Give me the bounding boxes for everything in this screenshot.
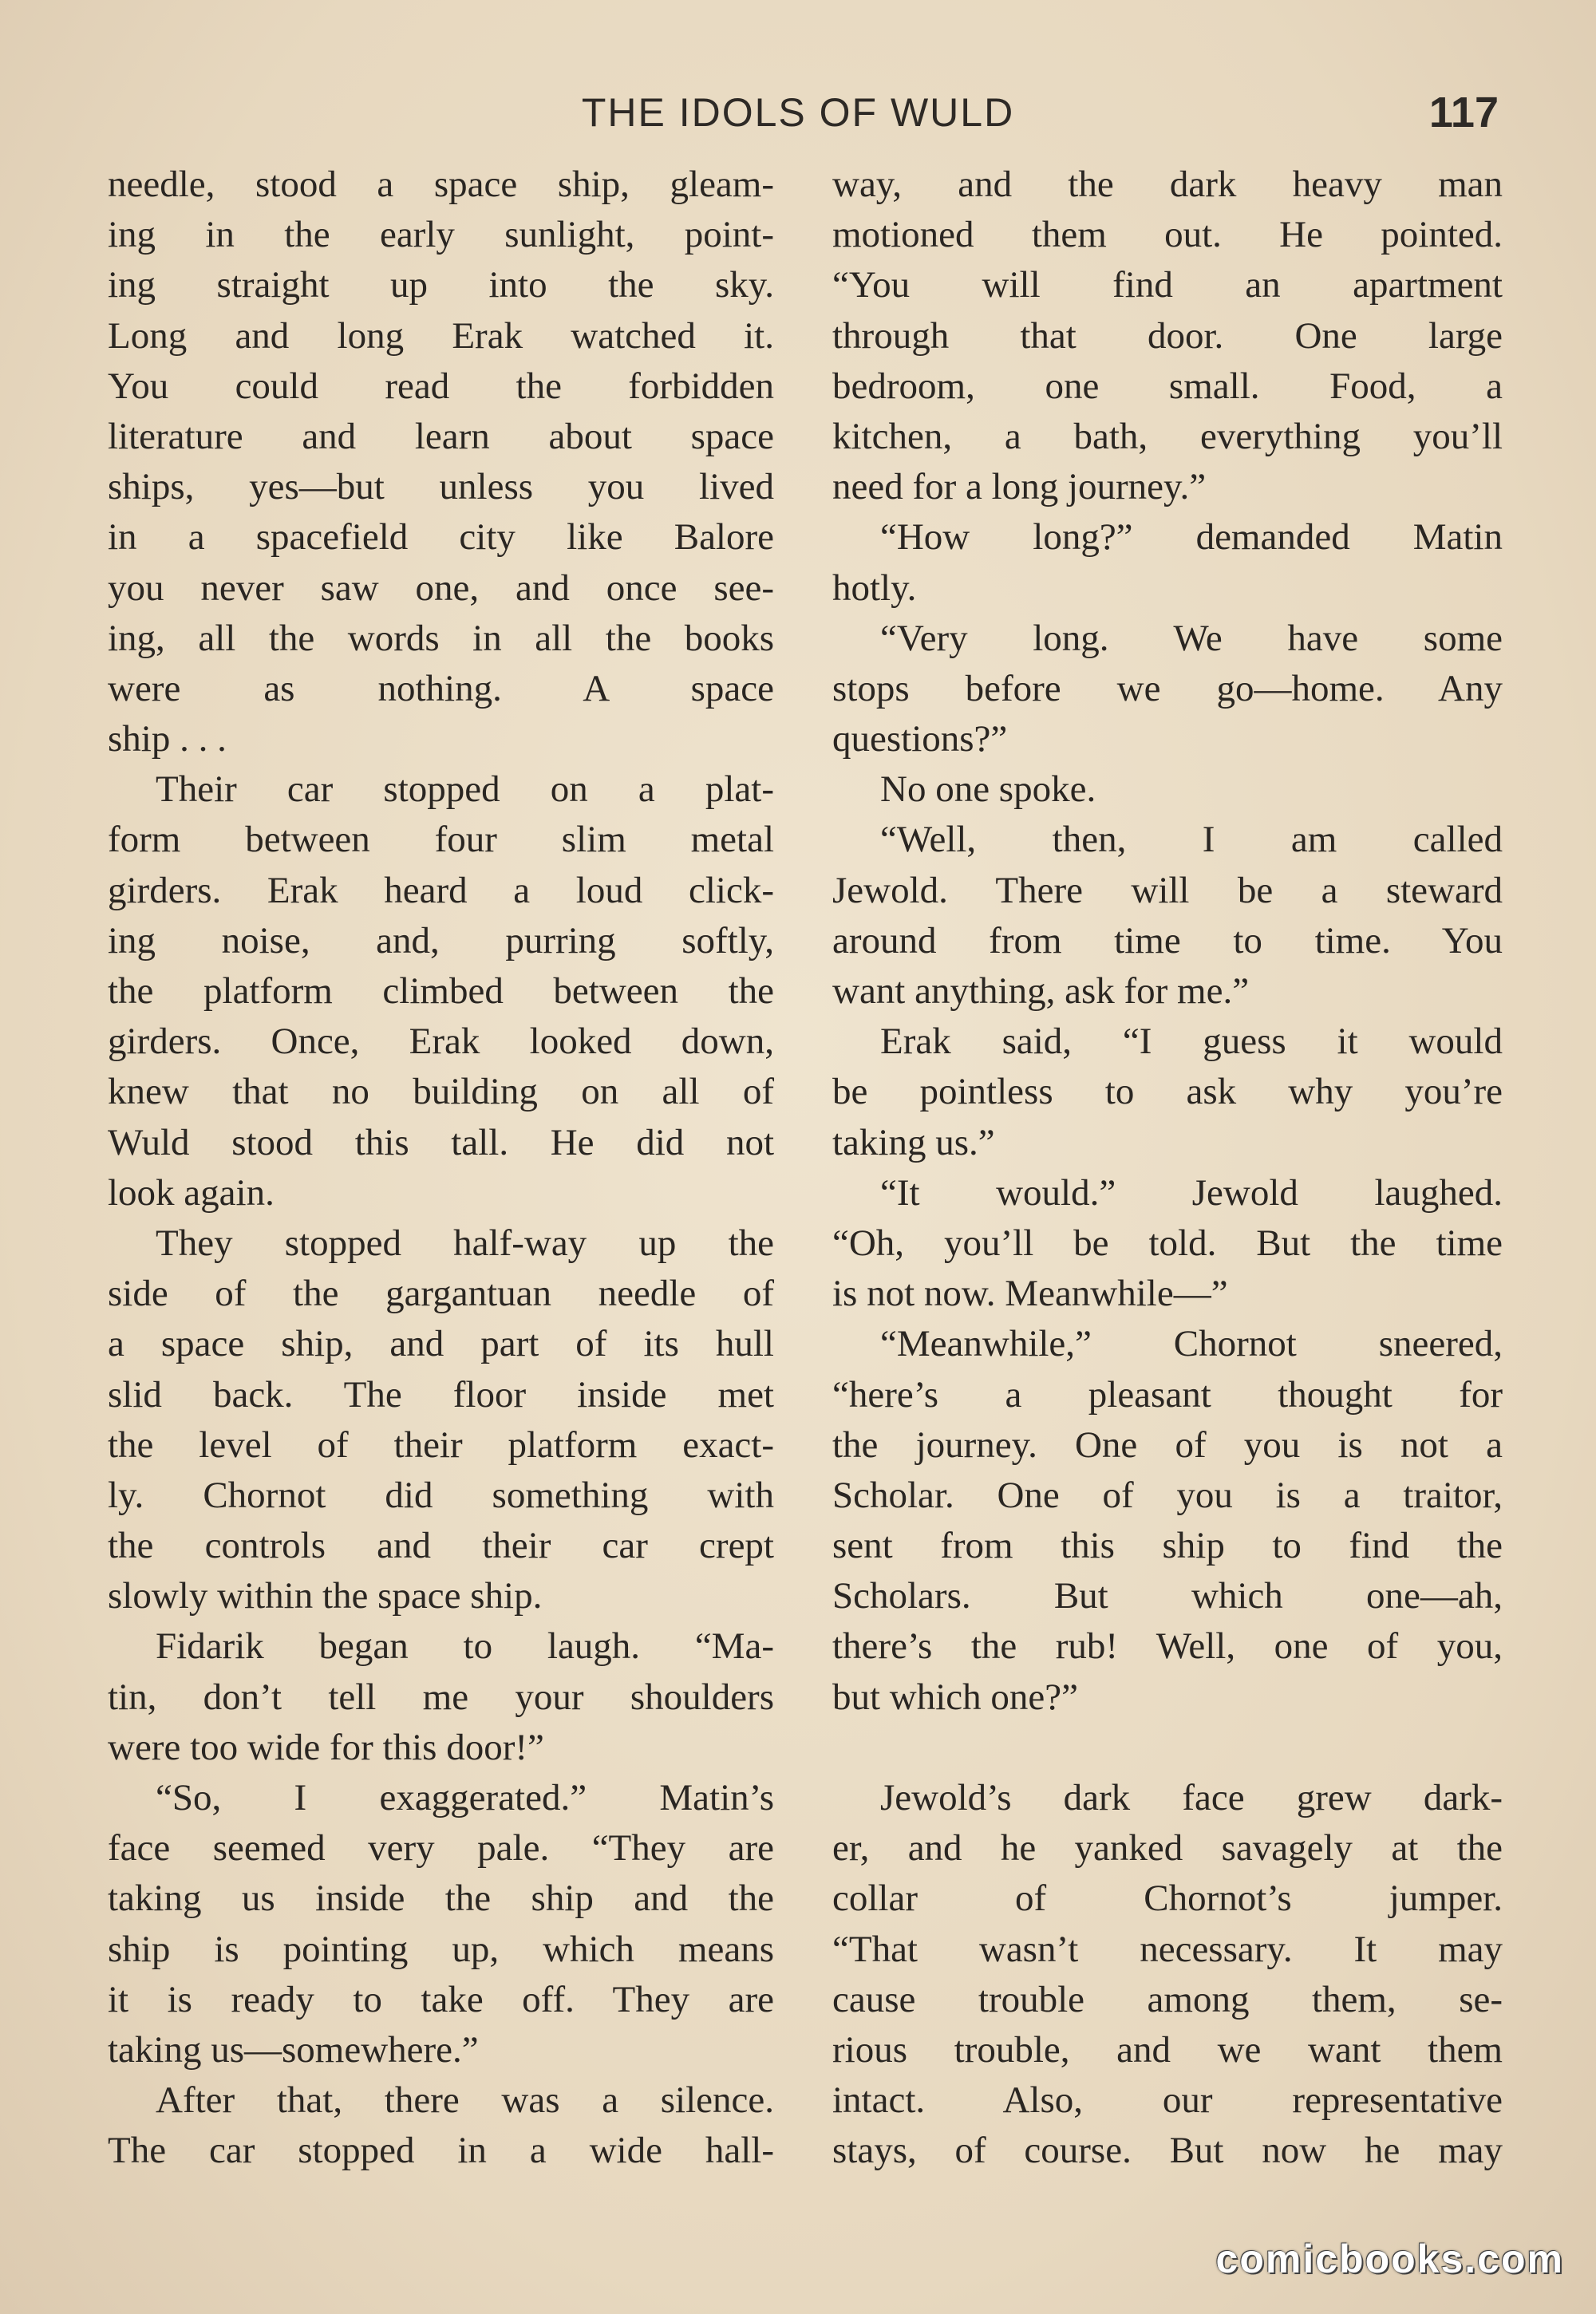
text-line: Scholar. One of you is a traitor, bbox=[832, 1474, 1503, 1516]
text-line: “So, I exaggerated.” Matin’s bbox=[156, 1777, 774, 1818]
text-line: hotly. bbox=[832, 567, 917, 609]
text-line: look again. bbox=[108, 1171, 275, 1214]
text-line: Fidarik began to laugh. “Ma- bbox=[156, 1625, 774, 1668]
text-line: ly. Chornot did something with bbox=[108, 1474, 774, 1516]
text-line: “Very long. We have some bbox=[880, 617, 1503, 659]
text-line: stays, of course. But now he may bbox=[832, 2130, 1503, 2172]
text-line: ing noise, and, purring softly, bbox=[108, 919, 774, 962]
text-line: taking us inside the ship and the bbox=[108, 1878, 774, 1920]
text-line: the level of their platform exact- bbox=[108, 1424, 774, 1466]
text-line: stops before we go—home. Any bbox=[832, 667, 1503, 709]
text-line: “That wasn’t necessary. It may bbox=[832, 1928, 1503, 1970]
text-line: taking us—somewhere.” bbox=[108, 2028, 479, 2071]
text-line: bedroom, one small. Food, a bbox=[832, 365, 1503, 407]
text-line: They stopped half-way up the bbox=[156, 1222, 774, 1264]
text-line: ing in the early sunlight, point- bbox=[108, 214, 774, 256]
text-line: The car stopped in a wide hall- bbox=[108, 2130, 774, 2172]
text-line: slowly within the space ship. bbox=[108, 1575, 543, 1617]
text-line: a space ship, and part of its hull bbox=[108, 1323, 774, 1365]
text-line: side of the gargantuan needle of bbox=[108, 1273, 774, 1315]
text-line: Wuld stood this tall. He did not bbox=[108, 1121, 774, 1163]
text-line: ing straight up into the sky. bbox=[108, 264, 774, 306]
text-line: “How long?” demanded Matin bbox=[880, 516, 1503, 559]
text-line: but which one?” bbox=[832, 1676, 1079, 1718]
text-line: is not now. Meanwhile—” bbox=[832, 1273, 1228, 1315]
text-line: “Oh, you’ll be told. But the time bbox=[832, 1222, 1503, 1264]
text-line: there’s the rub! Well, one of you, bbox=[832, 1625, 1503, 1668]
text-line: through that door. One large bbox=[832, 314, 1503, 357]
text-line: You could read the forbidden bbox=[108, 365, 774, 407]
text-line: slid back. The floor inside met bbox=[108, 1373, 774, 1416]
text-line: sent from this ship to find the bbox=[832, 1525, 1503, 1567]
text-line: want anything, ask for me.” bbox=[832, 970, 1250, 1012]
text-line: Erak said, “I guess it would bbox=[880, 1021, 1503, 1063]
text-line: intact. Also, our representative bbox=[832, 2079, 1503, 2122]
text-line: the controls and their car crept bbox=[108, 1525, 774, 1567]
text-line: cause trouble among them, se- bbox=[832, 1978, 1503, 2020]
text-line: form between four slim metal bbox=[108, 819, 774, 861]
text-line: the journey. One of you is not a bbox=[832, 1424, 1503, 1466]
text-line: tin, don’t tell me your shoulders bbox=[108, 1676, 774, 1718]
text-line: it is ready to take off. They are bbox=[108, 1978, 774, 2020]
text-line: “It would.” Jewold laughed. bbox=[880, 1171, 1503, 1214]
text-line: collar of Chornot’s jumper. bbox=[832, 1878, 1503, 1920]
text-line: motioned them out. He pointed. bbox=[832, 214, 1503, 256]
text-line: literature and learn about space bbox=[108, 415, 774, 457]
text-line: knew that no building on all of bbox=[108, 1071, 774, 1113]
text-line: kitchen, a bath, everything you’ll bbox=[832, 415, 1503, 457]
running-title: THE IDOLS OF WULD bbox=[581, 90, 1015, 135]
text-line: be pointless to ask why you’re bbox=[832, 1071, 1503, 1113]
text-line: questions?” bbox=[832, 718, 1008, 760]
text-line: need for a long journey.” bbox=[832, 466, 1207, 508]
text-line: rious trouble, and we want them bbox=[832, 2028, 1503, 2071]
text-line: taking us.” bbox=[832, 1121, 995, 1163]
text-line: way, and the dark heavy man bbox=[832, 164, 1503, 205]
text-line: Long and long Erak watched it. bbox=[108, 314, 774, 357]
text-line: “Well, then, I am called bbox=[880, 819, 1503, 861]
text-line: girders. Erak heard a loud click- bbox=[108, 869, 774, 911]
left-text-column bbox=[108, 160, 774, 2177]
text-line: ship is pointing up, which means bbox=[108, 1928, 774, 1970]
text-line: were as nothing. A space bbox=[108, 667, 774, 709]
text-line: in a spacefield city like Balore bbox=[108, 516, 774, 559]
text-line: the platform climbed between the bbox=[108, 970, 774, 1012]
text-line bbox=[832, 1723, 1503, 1773]
watermark-logo: comicbooks.com bbox=[1215, 2237, 1564, 2281]
text-line: “Meanwhile,” Chornot sneered, bbox=[880, 1323, 1503, 1365]
text-line: “here’s a pleasant thought for bbox=[832, 1373, 1503, 1416]
text-line: Scholars. But which one—ah, bbox=[832, 1575, 1503, 1617]
text-line: ships, yes—but unless you lived bbox=[108, 466, 774, 508]
text-line: No one spoke. bbox=[880, 768, 1096, 811]
text-line: Their car stopped on a plat- bbox=[156, 768, 774, 811]
text-line: After that, there was a silence. bbox=[156, 2079, 774, 2122]
text-line: you never saw one, and once see- bbox=[108, 567, 774, 609]
text-line: Jewold’s dark face grew dark- bbox=[880, 1777, 1503, 1818]
text-line: face seemed very pale. “They are bbox=[108, 1827, 774, 1870]
text-line: Jewold. There will be a steward bbox=[832, 869, 1503, 911]
page-number: 117 bbox=[1428, 89, 1499, 136]
text-line: ing, all the words in all the books bbox=[108, 617, 774, 659]
text-line: girders. Once, Erak looked down, bbox=[108, 1021, 774, 1063]
text-line: needle, stood a space ship, gleam- bbox=[108, 164, 774, 205]
text-line: er, and he yanked savagely at the bbox=[832, 1827, 1503, 1870]
text-line: were too wide for this door!” bbox=[108, 1726, 544, 1768]
text-line: ship . . . bbox=[108, 718, 227, 760]
right-text-column bbox=[832, 160, 1503, 2177]
text-line: around from time to time. You bbox=[832, 919, 1503, 962]
text-line: “You will find an apartment bbox=[832, 264, 1503, 306]
